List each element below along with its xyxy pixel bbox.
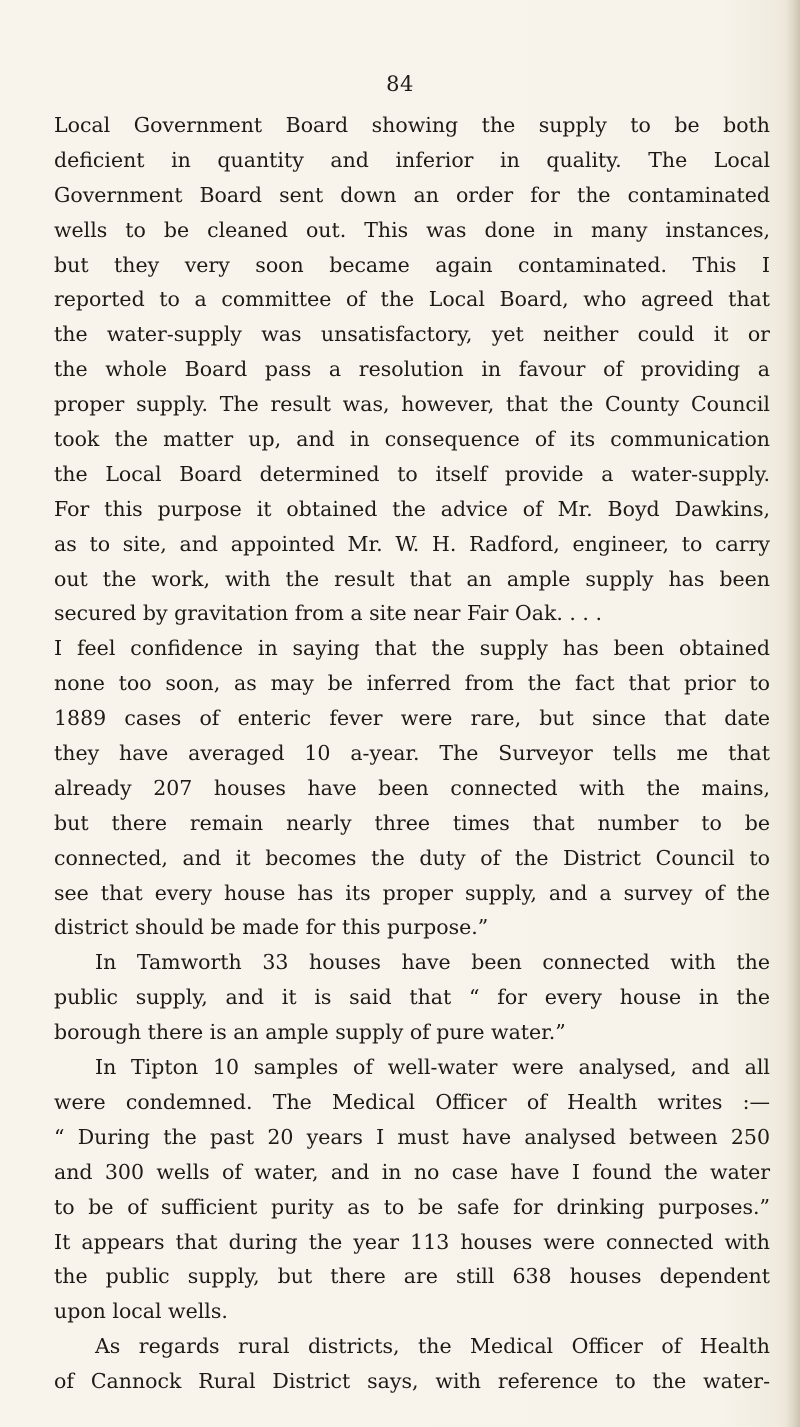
page-number: 84 (386, 72, 414, 96)
text-line: For this purpose it obtained the advice of Mr. Boyd Dawkins, (54, 496, 770, 521)
text-line: secured by gravitation from a site near Fair Oak. . . . (54, 601, 602, 626)
text-line: wells to be cleaned out. This was done in many instances, (54, 217, 770, 242)
text-line: and 300 wells of water, and in no case have I found the water (54, 1159, 770, 1184)
text-line: as to site, and appointed Mr. W. H. Radford, engineer, to carry (54, 531, 770, 556)
text-line: were condemned. The Medical Officer of Health writes :— (54, 1089, 770, 1114)
text-line: the water-supply was unsatisfactory, yet neither could it or (54, 322, 770, 347)
text-line: “ During the past 20 years I must have analysed between 250 (54, 1124, 770, 1149)
text-line: reported to a committee of the Local Board, who agreed that (54, 287, 770, 312)
text-line: district should be made for this purpose.” (54, 915, 489, 940)
text-line: of Cannock Rural District says, with reference to the water- (54, 1369, 770, 1394)
text-line: connected, and it becomes the duty of the District Council to (54, 845, 770, 870)
text-line: deficient in quantity and inferior in quality. The Local (54, 147, 770, 172)
text-line: but there remain nearly three times that number to be (54, 810, 770, 835)
text-line: proper supply. The result was, however, that the County Council (54, 392, 770, 417)
text-line: Government Board sent down an order for the contaminated (54, 182, 770, 207)
text-line: took the matter up, and in consequence of its communication (54, 427, 770, 452)
text-line: already 207 houses have been connected with the mains, (54, 775, 770, 800)
text-line: the Local Board determined to itself provide a water-supply. (54, 461, 770, 486)
text-line: the whole Board pass a resolution in favour of providing a (54, 357, 770, 382)
page-edge-shadow (786, 0, 800, 1427)
text-line: I feel confidence in saying that the supply has been obtained (54, 636, 770, 661)
text-line: Local Government Board showing the supply to be both (54, 113, 770, 137)
text-line: public supply, and it is said that “ for every house in the (54, 985, 770, 1010)
text-line: In Tamworth 33 houses have been connected with the (95, 950, 770, 975)
text-line: It appears that during the year 113 houses were connected with (54, 1229, 770, 1254)
text-line: 1889 cases of enteric fever were rare, but since that date (54, 706, 770, 731)
text-line: to be of sufficient purity as to be safe for drinking purposes.” (54, 1194, 770, 1219)
text-line: upon local wells. (54, 1299, 228, 1324)
text-line: As regards rural districts, the Medical Officer of Health (95, 1334, 770, 1359)
body-text (54, 108, 770, 1399)
text-line: they have averaged 10 a-year. The Surveyor tells me that (54, 741, 770, 766)
text-line: borough there is an ample supply of pure water.” (54, 1020, 566, 1045)
text-line: see that every house has its proper supply, and a survey of the (54, 880, 770, 905)
text-line: the public supply, but there are still 638 houses dependent (54, 1264, 770, 1289)
text-line: none too soon, as may be inferred from the fact that prior to (54, 671, 770, 696)
text-line: but they very soon became again contaminated. This I (54, 252, 770, 277)
text-line: In Tipton 10 samples of well-water were analysed, and all (95, 1055, 770, 1080)
text-line: out the work, with the result that an ample supply has been (54, 566, 770, 591)
